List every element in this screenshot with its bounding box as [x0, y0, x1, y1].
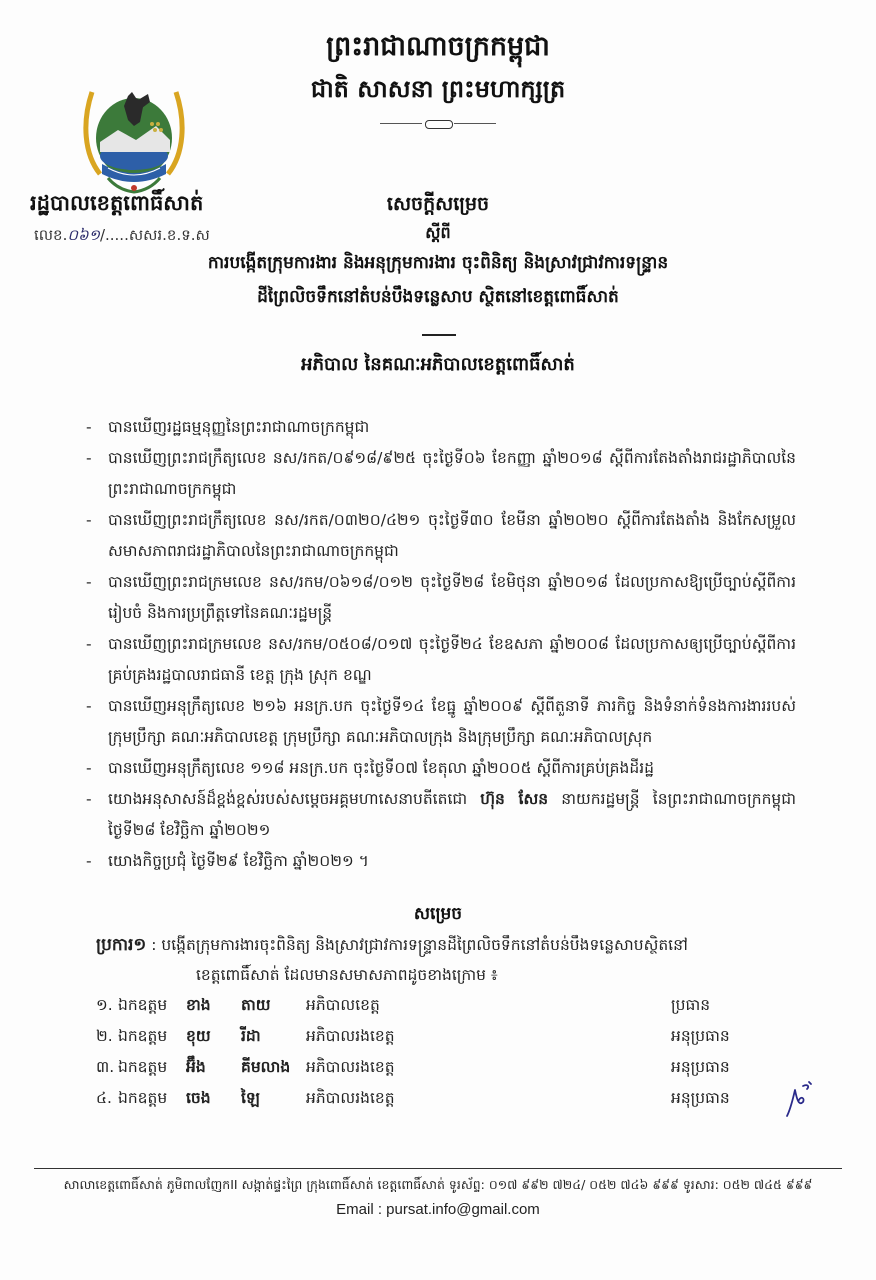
- consideration-text: បានឃើញព្រះរាជក្រមលេខ នស/រកម/០៥០៨/០១៧ ចុះថ្ងៃទី២៤ ខែឧសភា ឆ្នាំ២០០៨ ដែលប្រកាសឲ្យប្រើច្បាប់ស្តីពីការគ្រប់គ្រងរដ្ឋបាលរាជធានី ខេត្ត ក្រុង ស្រុក ខណ្ឌ: [108, 635, 796, 684]
- handwritten-initial-icon: [783, 1080, 813, 1120]
- article-label: ប្រការ១: [96, 935, 147, 955]
- consideration-item: [86, 753, 796, 784]
- bullet-dash: -: [86, 852, 92, 870]
- subject-line-1: ការបង្កើតក្រុមការងារ និងអនុក្រុមការងារ ចុះពិនិត្យ និងស្រាវជ្រាវការទន្រ្ទាន: [207, 253, 669, 273]
- consideration-item: [86, 846, 796, 877]
- member-row: [96, 1083, 816, 1114]
- member-title: ឯកឧត្តម: [118, 1027, 168, 1045]
- member-family-name: ចេង: [186, 1089, 211, 1107]
- member-role: អនុប្រធាន: [671, 1089, 730, 1107]
- member-family-name: អ៊ឹង: [186, 1058, 206, 1076]
- member-title: ឯកឧត្តម: [118, 1089, 168, 1107]
- article-text: បង្កើតក្រុមការងារចុះពិនិត្យ និងស្រាវជ្រាវការទន្រ្ទានដីព្រៃលិចទឹកនៅតំបន់បឹងទន្លេសាបស្ថិតនៅ: [161, 936, 688, 954]
- member-given-name: រីដា: [241, 1027, 261, 1045]
- consideration-item: [86, 784, 796, 846]
- article-1: [96, 930, 796, 990]
- member-row: [96, 1021, 816, 1052]
- ornament-divider-icon: [380, 120, 496, 128]
- article-separator: :: [146, 936, 162, 954]
- member-number: ៣.: [96, 1058, 115, 1076]
- footer-divider: [34, 1168, 842, 1169]
- consideration-item: [86, 412, 796, 443]
- document-type-title: សេចក្តីសម្រេច: [386, 193, 490, 215]
- consideration-item: [86, 691, 796, 753]
- member-role: ប្រធាន: [671, 996, 711, 1014]
- consideration-text: បានឃើញព្រះរាជក្រមលេខ នស/រកម/០៦១៨/០១២ ចុះថ្ងៃទី២៨ ខែមិថុនា ឆ្នាំ២០១៨ ដែលប្រកាសឱ្យប្រើច្បាប់ស្តីពីការរៀបចំ និងការប្រព្រឹត្តទៅនៃគណៈរដ្ឋមន្ត្រី: [108, 573, 796, 622]
- consideration-item: [86, 443, 796, 505]
- member-position: អភិបាលរងខេត្ត: [306, 1058, 395, 1076]
- nation-motto-line2: ជាតិ សាសនា ព្រះមហាក្សត្រ: [310, 75, 566, 103]
- consideration-item: [86, 567, 796, 629]
- article-text-continued: ខេត្តពោធិ៍សាត់ ដែលមានសមាសភាពដូចខាងក្រោម ៖: [196, 966, 498, 984]
- pursat-province-emblem-icon: [78, 82, 190, 194]
- bullet-dash: -: [86, 697, 92, 715]
- member-position: អភិបាលខេត្ត: [306, 996, 380, 1014]
- document-about-label: ស្តីពី: [425, 223, 451, 242]
- member-given-name: ឡៃ: [241, 1089, 260, 1107]
- member-title: ឯកឧត្តម: [118, 1058, 168, 1076]
- consideration-text: យោងអនុសាសន៍ដ៏ខ្ពង់ខ្ពស់របស់សម្តេចអគ្គមហាសេនាបតីតេជោ: [108, 790, 481, 808]
- bullet-dash: -: [86, 759, 92, 777]
- consideration-item: [86, 505, 796, 567]
- consideration-text: បានឃើញអនុក្រឹត្យលេខ ២១៦ អនក្រ.បក ចុះថ្ងៃទី១៤ ខែធ្នូ ឆ្នាំ២០០៩ ស្តីពីតួនាទី ភារកិច្ច និងទំនាក់ទំនងការងាររបស់ក្រុមប្រឹក្សា គណៈអភិបាលខេត្ត ក្រុមប្រឹក្សា គណៈអភិបាលក្រុង និងក្រុមប្រឹក្សា គណៈអភិបាលស្រុក: [108, 697, 796, 746]
- title-divider: [422, 334, 456, 336]
- member-row: [96, 1052, 816, 1083]
- footer-email: Email : pursat.info@gmail.com: [336, 1201, 540, 1218]
- bullet-dash: -: [86, 449, 92, 467]
- member-given-name: គីមលាង: [241, 1058, 291, 1076]
- reference-suffix: /.....សសរ.ខ.ទ.ស: [99, 226, 210, 244]
- document-subject: [100, 246, 776, 314]
- issuing-authority: អភិបាល នៃគណៈអភិបាលខេត្តពោធិ៍សាត់: [301, 354, 575, 375]
- consideration-text: បានឃើញអនុក្រឹត្យលេខ ១១៨ អនក្រ.បក ចុះថ្ងៃទី០៧ ខែតុលា ឆ្នាំ២០០៥ ស្តីពីការគ្រប់គ្រងដីរដ្ឋ: [108, 759, 654, 777]
- bullet-dash: -: [86, 635, 92, 653]
- member-row: [96, 990, 816, 1021]
- member-number: ៤.: [96, 1089, 112, 1107]
- member-role: អនុប្រធាន: [671, 1027, 730, 1045]
- nation-motto-line1: ព្រះរាជាណាចក្រកម្ពុជា: [326, 31, 550, 62]
- consideration-text: បានឃើញព្រះរាជក្រឹត្យលេខ នស/រកត/០៩១៨/៩២៥ ចុះថ្ងៃទី០៦ ខែកញ្ញា ឆ្នាំ២០១៨ ស្តីពីការតែងតាំងរាជរដ្ឋាភិបាលនៃព្រះរាជាណាចក្រកម្ពុជា: [108, 449, 796, 498]
- member-family-name: ខុយ: [186, 1027, 211, 1045]
- consideration-text: បានឃើញព្រះរាជក្រឹត្យលេខ នស/រកត/០៣២០/៤២១ ចុះថ្ងៃទី៣០ ខែមីនា ឆ្នាំ២០២០ ស្តីពីការតែងតាំង និងកែសម្រួលសមាសភាពរាជរដ្ឋាភិបាលនៃព្រះរាជាណាចក្រកម្ពុជា: [108, 511, 796, 560]
- consideration-item: [86, 629, 796, 691]
- reference-handwritten-number: ០៦១: [67, 226, 100, 244]
- member-title: ឯកឧត្តម: [118, 996, 168, 1014]
- member-family-name: ខាង: [186, 996, 211, 1014]
- reference-number: [34, 226, 210, 248]
- consideration-text: នាយករដ្ឋមន្ត្រី នៃព្រះរាជាណាចក្រកម្ពុជា ថ្ងៃទី២៨ ខែវិច្ឆិកា ឆ្នាំ២០២១: [108, 790, 797, 839]
- consideration-text: យោងកិច្ចប្រជុំ ថ្ងៃទី២៩ ខែវិច្ឆិកា ឆ្នាំ២០២១ ។: [108, 852, 369, 870]
- bullet-dash: -: [86, 790, 92, 808]
- member-position: អភិបាលរងខេត្ត: [306, 1089, 395, 1107]
- member-number: ១.: [96, 996, 113, 1014]
- member-role: អនុប្រធាន: [671, 1058, 730, 1076]
- bullet-dash: -: [86, 511, 92, 529]
- bullet-dash: -: [86, 418, 92, 436]
- member-number: ២.: [96, 1027, 113, 1045]
- organization-name: រដ្ឋបាលខេត្តពោធិ៍សាត់: [30, 191, 204, 215]
- prime-minister-name: ហ៊ុន សែន: [480, 790, 549, 808]
- footer-address: សាលាខេត្តពោធិ៍សាត់ ភូមិពាលញែកII សង្កាត់ផ្ទះព្រៃ ក្រុងពោធិ៍សាត់ ខេត្តពោធិ៍សាត់ ទូរស័ព្ទ: ០១៧ ៩៩២ ៧២៤/ ០៥២ ៧៤៦ ៩៩៩ ទូរសារ: ០៥២ ៧៤៥ ៩៩៩: [63, 1177, 813, 1192]
- considerations-list: [86, 412, 796, 877]
- consideration-text: បានឃើញរដ្ឋធម្មនុញ្ញនៃព្រះរាជាណាចក្រកម្ពុជា: [108, 418, 370, 436]
- bullet-dash: -: [86, 573, 92, 591]
- reference-prefix: លេខ.: [34, 226, 68, 244]
- decision-heading: សម្រេច: [413, 904, 463, 924]
- members-list: [96, 990, 816, 1114]
- member-position: អភិបាលរងខេត្ត: [306, 1027, 395, 1045]
- member-given-name: តាយ: [241, 996, 271, 1014]
- subject-line-2: ដីព្រៃលិចទឹកនៅតំបន់បឹងទន្លេសាប ស្ថិតនៅខេត្តពោធិ៍សាត់: [257, 287, 619, 307]
